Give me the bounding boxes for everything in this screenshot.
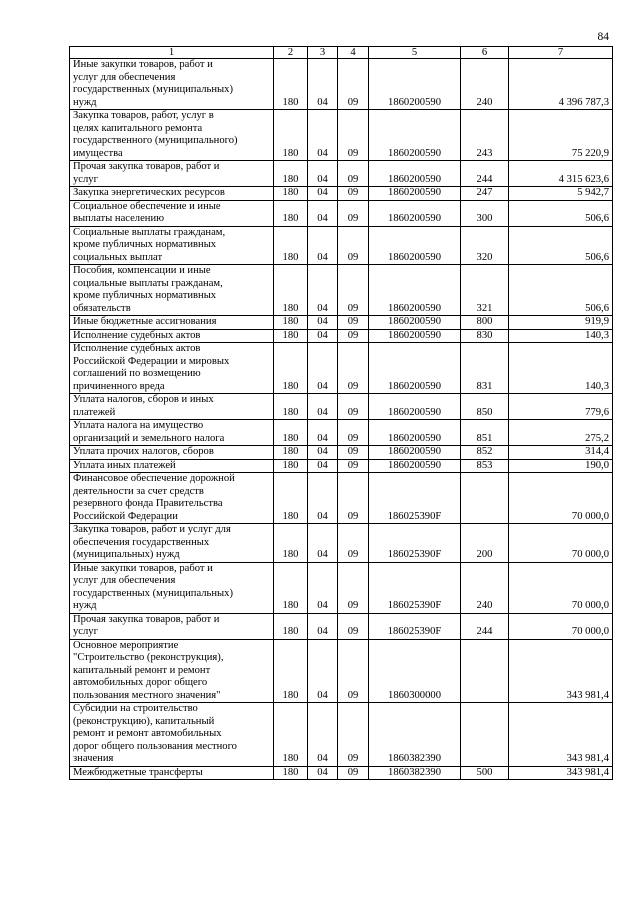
- name-line: соглашений по возмещению: [73, 368, 201, 379]
- name-line: Исполнение судебных актов: [73, 329, 201, 341]
- header-cell: 1: [70, 47, 274, 59]
- col-expense-type: 200: [461, 524, 509, 563]
- col-name: [70, 161, 274, 187]
- name-line: услуг для обеспечения: [73, 71, 176, 83]
- name-line: Иные бюджетные ассигнования: [73, 316, 217, 327]
- col-subsection: 09: [338, 394, 369, 420]
- col-expense-type: 243: [461, 110, 509, 161]
- col-subsection: 09: [338, 200, 369, 226]
- col-subsection: 09: [338, 703, 369, 767]
- table-row: [70, 639, 613, 703]
- name-line: услуг для обеспечения: [73, 575, 176, 586]
- col-name: [70, 459, 274, 473]
- name-line: Закупка товаров, работ и услуг для: [73, 524, 231, 535]
- col-target-article: 1860200590: [369, 265, 461, 316]
- col-section: 04: [308, 459, 338, 473]
- col-name: [70, 562, 274, 613]
- col-sum: 4 315 623,6: [509, 161, 613, 187]
- col-subsection: 09: [338, 459, 369, 473]
- col-target-article: 1860200590: [369, 420, 461, 446]
- col-target-article: 1860382390: [369, 703, 461, 767]
- table-row: [70, 524, 613, 563]
- name-line: Закупка товаров, работ, услуг в: [73, 110, 214, 121]
- table-row: [70, 161, 613, 187]
- col-name: [70, 394, 274, 420]
- name-line: Иные закупки товаров, работ и: [73, 562, 213, 574]
- col-subsection: 09: [338, 613, 369, 639]
- col-name: [70, 226, 274, 265]
- table-row: [70, 316, 613, 330]
- col-section: 04: [308, 766, 338, 780]
- name-line: Исполнение судебных актов: [73, 343, 201, 354]
- col-sum: 140,3: [509, 343, 613, 394]
- col-target-article: 1860200590: [369, 226, 461, 265]
- col-target-article: 1860200590: [369, 200, 461, 226]
- name-line: государственных (муниципальных): [73, 84, 233, 95]
- name-line: Прочая закупка товаров, работ и: [73, 613, 220, 625]
- name-line: социальные выплаты гражданам,: [73, 277, 223, 289]
- table-body: [70, 59, 613, 780]
- table-row: [70, 473, 613, 524]
- table-row: [70, 613, 613, 639]
- col-section: 04: [308, 226, 338, 265]
- name-line: Уплата налогов, сборов и иных: [73, 394, 214, 405]
- table-row: [70, 420, 613, 446]
- col-expense-type: 240: [461, 562, 509, 613]
- col-sum: 190,0: [509, 459, 613, 473]
- col-target-article: 1860200590: [369, 110, 461, 161]
- col-name: [70, 639, 274, 703]
- header-cell: 2: [274, 47, 308, 59]
- col-section: 04: [308, 562, 338, 613]
- col-section: 04: [308, 473, 338, 524]
- col-target-article: 1860200590: [369, 446, 461, 460]
- col-sum: 779,6: [509, 394, 613, 420]
- col-sum: 70 000,0: [509, 562, 613, 613]
- col-target-article: 1860300000: [369, 639, 461, 703]
- col-expense-type: 244: [461, 161, 509, 187]
- name-line: выплаты населению: [73, 213, 165, 224]
- col-expense-type: 851: [461, 420, 509, 446]
- col-expense-type: 300: [461, 200, 509, 226]
- col-section: 04: [308, 59, 338, 110]
- table-row: [70, 459, 613, 473]
- col-section: 04: [308, 110, 338, 161]
- table-row: [70, 200, 613, 226]
- col-subsection: 09: [338, 59, 369, 110]
- col-section: 04: [308, 316, 338, 330]
- col-section: 04: [308, 265, 338, 316]
- name-line: Финансовое обеспечение дорожной: [73, 473, 235, 484]
- name-line: Прочая закупка товаров, работ и: [73, 161, 220, 172]
- col-expense-type: 830: [461, 329, 509, 343]
- name-line: Российской Федерации и мировых: [73, 355, 230, 367]
- name-line: (муниципальных) нужд: [73, 549, 180, 560]
- col-sum: 70 000,0: [509, 613, 613, 639]
- col-target-article: 186025390F: [369, 613, 461, 639]
- col-target-article: 1860200590: [369, 59, 461, 110]
- name-line: Пособия, компенсации и иные: [73, 265, 211, 276]
- col-sum: 506,6: [509, 226, 613, 265]
- budget-table: [69, 46, 613, 780]
- col-admin: 180: [274, 343, 308, 394]
- col-target-article: 1860200590: [369, 187, 461, 201]
- col-name: [70, 329, 274, 343]
- col-expense-type: 852: [461, 446, 509, 460]
- col-expense-type: 800: [461, 316, 509, 330]
- col-expense-type: 853: [461, 459, 509, 473]
- col-name: [70, 766, 274, 780]
- col-section: 04: [308, 329, 338, 343]
- col-sum: 4 396 787,3: [509, 59, 613, 110]
- col-admin: 180: [274, 59, 308, 110]
- col-subsection: 09: [338, 187, 369, 201]
- col-name: [70, 473, 274, 524]
- col-admin: 180: [274, 524, 308, 563]
- col-section: 04: [308, 446, 338, 460]
- col-admin: 180: [274, 446, 308, 460]
- col-subsection: 09: [338, 343, 369, 394]
- name-line: причиненного вреда: [73, 380, 165, 392]
- col-name: [70, 524, 274, 563]
- name-line: пользования местного значения": [73, 689, 221, 701]
- col-subsection: 09: [338, 329, 369, 343]
- col-expense-type: 321: [461, 265, 509, 316]
- col-sum: 70 000,0: [509, 473, 613, 524]
- name-line: услуг: [73, 626, 98, 637]
- col-sum: 343 981,4: [509, 639, 613, 703]
- table-row: [70, 394, 613, 420]
- col-sum: 506,6: [509, 200, 613, 226]
- header-cell: 7: [509, 47, 613, 59]
- col-subsection: 09: [338, 766, 369, 780]
- name-line: капитальный ремонт и ремонт: [73, 664, 211, 676]
- name-line: целях капитального ремонта: [73, 122, 203, 134]
- col-name: [70, 187, 274, 201]
- table-row: [70, 562, 613, 613]
- col-subsection: 09: [338, 226, 369, 265]
- col-target-article: 186025390F: [369, 562, 461, 613]
- table-row: [70, 59, 613, 110]
- col-name: [70, 59, 274, 110]
- col-subsection: 09: [338, 446, 369, 460]
- col-admin: 180: [274, 187, 308, 201]
- col-target-article: 1860200590: [369, 459, 461, 473]
- name-line: Субсидии на строительство: [73, 703, 198, 714]
- col-admin: 180: [274, 265, 308, 316]
- name-line: Российской Федерации: [73, 510, 178, 522]
- name-line: нужд: [73, 600, 97, 611]
- name-line: обязательств: [73, 302, 131, 314]
- name-line: дорог общего пользования местного: [73, 740, 237, 752]
- col-name: [70, 343, 274, 394]
- name-line: Основное мероприятие: [73, 639, 179, 651]
- name-line: кроме публичных нормативных: [73, 239, 217, 250]
- col-admin: 180: [274, 226, 308, 265]
- table-row: [70, 703, 613, 767]
- name-line: Закупка энергетических ресурсов: [73, 187, 225, 198]
- col-expense-type: 500: [461, 766, 509, 780]
- col-expense-type: 320: [461, 226, 509, 265]
- col-name: [70, 265, 274, 316]
- table-row: [70, 766, 613, 780]
- col-sum: 919,9: [509, 316, 613, 330]
- col-expense-type: 240: [461, 59, 509, 110]
- col-subsection: 09: [338, 110, 369, 161]
- col-target-article: 1860382390: [369, 766, 461, 780]
- col-subsection: 09: [338, 473, 369, 524]
- header-cell: 5: [369, 47, 461, 59]
- col-expense-type: 244: [461, 613, 509, 639]
- col-name: [70, 316, 274, 330]
- name-line: государственного (муниципального): [73, 135, 238, 146]
- col-target-article: 1860200590: [369, 394, 461, 420]
- name-line: Уплата иных платежей: [73, 459, 176, 471]
- col-expense-type: 831: [461, 343, 509, 394]
- name-line: услуг: [73, 173, 98, 185]
- col-expense-type: [461, 703, 509, 767]
- col-target-article: 1860200590: [369, 316, 461, 330]
- table-row: [70, 110, 613, 161]
- col-admin: 180: [274, 562, 308, 613]
- col-subsection: 09: [338, 316, 369, 330]
- name-line: значения: [73, 753, 114, 764]
- col-target-article: 1860200590: [369, 329, 461, 343]
- col-sum: 275,2: [509, 420, 613, 446]
- name-line: организаций и земельного налога: [73, 432, 225, 444]
- table-row: [70, 226, 613, 265]
- col-sum: 70 000,0: [509, 524, 613, 563]
- name-line: автомобильных дорог общего: [73, 677, 208, 688]
- col-section: 04: [308, 200, 338, 226]
- name-line: социальных выплат: [73, 251, 163, 263]
- header-row: [70, 47, 613, 59]
- name-line: государственных (муниципальных): [73, 587, 233, 599]
- name-line: нужд: [73, 96, 97, 108]
- name-line: платежей: [73, 406, 116, 418]
- col-section: 04: [308, 639, 338, 703]
- col-subsection: 09: [338, 420, 369, 446]
- col-name: [70, 446, 274, 460]
- col-section: 04: [308, 161, 338, 187]
- col-name: [70, 110, 274, 161]
- col-name: [70, 200, 274, 226]
- col-expense-type: [461, 639, 509, 703]
- name-line: резервного фонда Правительства: [73, 498, 223, 509]
- col-name: [70, 613, 274, 639]
- col-admin: 180: [274, 200, 308, 226]
- name-line: обеспечения государственных: [73, 536, 210, 548]
- col-admin: 180: [274, 613, 308, 639]
- col-sum: 314,4: [509, 446, 613, 460]
- name-line: кроме публичных нормативных: [73, 290, 217, 301]
- col-subsection: 09: [338, 562, 369, 613]
- col-subsection: 09: [338, 524, 369, 563]
- col-admin: 180: [274, 329, 308, 343]
- col-target-article: 186025390F: [369, 524, 461, 563]
- table-row: [70, 446, 613, 460]
- col-section: 04: [308, 343, 338, 394]
- name-line: Уплата прочих налогов, сборов: [73, 446, 214, 457]
- col-name: [70, 420, 274, 446]
- name-line: деятельности за счет средств: [73, 485, 204, 497]
- name-line: Межбюджетные трансферты: [73, 766, 203, 778]
- col-admin: 180: [274, 639, 308, 703]
- name-line: Социальное обеспечение и иные: [73, 200, 221, 212]
- name-line: Социальные выплаты гражданам,: [73, 226, 226, 238]
- table-row: [70, 265, 613, 316]
- table-row: [70, 329, 613, 343]
- col-admin: 180: [274, 394, 308, 420]
- col-section: 04: [308, 613, 338, 639]
- header-cell: 3: [308, 47, 338, 59]
- col-admin: 180: [274, 316, 308, 330]
- col-sum: 75 220,9: [509, 110, 613, 161]
- col-admin: 180: [274, 110, 308, 161]
- table-row: [70, 343, 613, 394]
- col-subsection: 09: [338, 265, 369, 316]
- col-target-article: 186025390F: [369, 473, 461, 524]
- col-subsection: 09: [338, 639, 369, 703]
- col-section: 04: [308, 703, 338, 767]
- col-admin: 180: [274, 420, 308, 446]
- name-line: "Строительство (реконструкция),: [73, 652, 224, 663]
- name-line: (реконструкцию), капитальный: [73, 715, 215, 727]
- col-sum: 506,6: [509, 265, 613, 316]
- col-sum: 5 942,7: [509, 187, 613, 201]
- name-line: ремонт и ремонт автомобильных: [73, 728, 222, 739]
- col-expense-type: 247: [461, 187, 509, 201]
- col-admin: 180: [274, 703, 308, 767]
- col-section: 04: [308, 420, 338, 446]
- col-name: [70, 703, 274, 767]
- col-expense-type: 850: [461, 394, 509, 420]
- name-line: Иные закупки товаров, работ и: [73, 59, 213, 70]
- col-admin: 180: [274, 473, 308, 524]
- table-row: [70, 187, 613, 201]
- col-sum: 343 981,4: [509, 766, 613, 780]
- col-section: 04: [308, 524, 338, 563]
- col-target-article: 1860200590: [369, 161, 461, 187]
- col-admin: 180: [274, 459, 308, 473]
- name-line: имущества: [73, 147, 123, 159]
- page-number: 84: [597, 31, 609, 43]
- col-section: 04: [308, 187, 338, 201]
- header-cell: 6: [461, 47, 509, 59]
- col-target-article: 1860200590: [369, 343, 461, 394]
- name-line: Уплата налога на имущество: [73, 420, 204, 431]
- col-admin: 180: [274, 766, 308, 780]
- col-subsection: 09: [338, 161, 369, 187]
- col-sum: 343 981,4: [509, 703, 613, 767]
- header-cell: 4: [338, 47, 369, 59]
- col-sum: 140,3: [509, 329, 613, 343]
- col-section: 04: [308, 394, 338, 420]
- col-expense-type: [461, 473, 509, 524]
- col-admin: 180: [274, 161, 308, 187]
